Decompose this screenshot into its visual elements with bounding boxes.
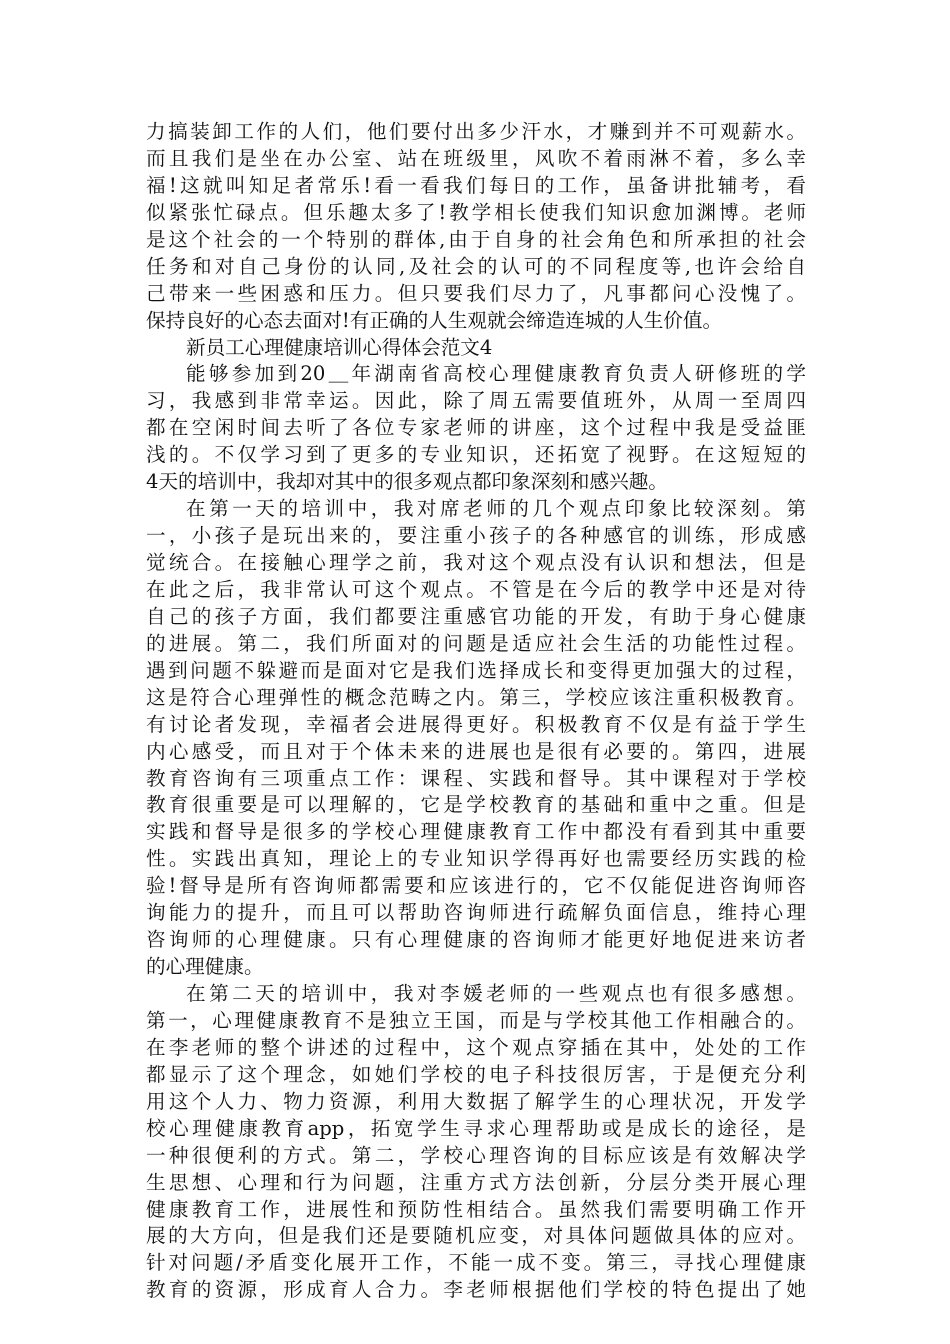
text-line: 在此之后，我非常认可这个观点。不管是在今后的教学中还是对待 bbox=[146, 577, 806, 601]
text-line: 用这个人力、物力资源，利用大数据了解学生的心理状况，开发学 bbox=[146, 1089, 806, 1113]
text-line: 教育的资源，形成育人合力。李老师根据他们学校的特色提出了她 bbox=[146, 1278, 806, 1302]
text-line: 浅的。不仅学习到了更多的专业知识，还拓宽了视野。在这短短的 bbox=[146, 443, 806, 467]
text-line: 实践和督导是很多的学校心理健康教育工作中都没有看到其中重要 bbox=[146, 820, 806, 844]
text-line: 新员工心理健康培训心得体会范文4 bbox=[186, 335, 493, 359]
text-line: 福!这就叫知足者常乐!看一看我们每日的工作，虽备讲批辅考，看 bbox=[146, 173, 806, 197]
text-line: 健康教育工作，进展性和预防性相结合。虽然我们需要明确工作开 bbox=[146, 1197, 806, 1221]
document-page bbox=[146, 119, 806, 1304]
text-line: 内心感受，而且对于个体未来的进展也是很有必要的。第四，进展 bbox=[146, 739, 806, 763]
text-line: 在李老师的整个讲述的过程中，这个观点穿插在其中，处处的工作 bbox=[146, 1035, 806, 1059]
text-line: 遇到问题不躲避而是面对它是我们选择成长和变得更加强大的过程， bbox=[146, 658, 806, 682]
text-line: 己带来一些困惑和压力。但只要我们尽力了，凡事都问心没愧了。 bbox=[146, 281, 806, 305]
text-line: 询能力的提升，而且可以帮助咨询师进行疏解负面信息，维持心理 bbox=[146, 901, 806, 925]
text-line: 似紧张忙碌点。但乐趣太多了!教学相长使我们知识愈加渊博。老师 bbox=[146, 200, 806, 224]
text-line: 验!督导是所有咨询师都需要和应该进行的，它不仅能促进咨询师咨 bbox=[146, 874, 806, 898]
text-line: 的进展。第二，我们所面对的问题是适应社会生活的功能性过程。 bbox=[146, 631, 806, 655]
text-line: 的心理健康。 bbox=[146, 955, 264, 979]
text-line: 有讨论者发现，幸福者会进展得更好。积极教育不仅是有益于学生 bbox=[146, 712, 806, 736]
text-line: 4天的培训中，我却对其中的很多观点都印象深刻和感兴趣。 bbox=[146, 470, 668, 494]
text-line: 能够参加到20＿年湖南省高校心理健康教育负责人研修班的学 bbox=[186, 362, 806, 386]
text-line: 觉统合。在接触心理学之前，我对这个观点没有认识和想法，但是 bbox=[146, 551, 806, 574]
text-line: 咨询师的心理健康。只有心理健康的咨询师才能更好地促进来访者 bbox=[146, 928, 806, 952]
text-line: 针对问题/矛盾变化展开工作，不能一成不变。第三，寻找心理健康 bbox=[146, 1251, 806, 1275]
text-line: 保持良好的心态去面对!有正确的人生观就会缔造连城的人生价值。 bbox=[146, 308, 723, 332]
text-line: 性。实践出真知，理论上的专业知识学得再好也需要经历实践的检 bbox=[146, 847, 806, 871]
text-line: 一种很便利的方式。第二，学校心理咨询的目标应该是有效解决学 bbox=[146, 1143, 806, 1167]
text-line: 这是符合心理弹性的概念范畴之内。第三，学校应该注重积极教育。 bbox=[146, 685, 806, 709]
text-line: 第一，心理健康教育不是独立王国，而是与学校其他工作相融合的。 bbox=[146, 1008, 806, 1032]
text-line: 展的大方向，但是我们还是要随机应变，对具体问题做具体的应对。 bbox=[146, 1224, 806, 1248]
text-line: 在第一天的培训中，我对席老师的几个观点印象比较深刻。第 bbox=[186, 497, 806, 521]
text-line: 一，小孩子是玩出来的，要注重小孩子的各种感官的训练，形成感 bbox=[146, 524, 806, 548]
text-line: 教育咨询有三项重点工作：课程、实践和督导。其中课程对于学校 bbox=[146, 766, 806, 790]
text-line: 都显示了这个理念，如她们学校的电子科技很厉害，于是便充分利 bbox=[146, 1062, 806, 1086]
text-line: 习，我感到非常幸运。因此，除了周五需要值班外，从周一至周四 bbox=[146, 389, 806, 413]
text-line: 是这个社会的一个特别的群体,由于自身的社会角色和所承担的社会 bbox=[146, 227, 806, 251]
text-line: 校心理健康教育app，拓宽学生寻求心理帮助或是成长的途径，是 bbox=[146, 1116, 806, 1140]
text-line: 力搞装卸工作的人们，他们要付出多少汗水，才赚到并不可观薪水。 bbox=[146, 120, 806, 143]
text-line: 在第二天的培训中，我对李媛老师的一些观点也有很多感想。 bbox=[186, 982, 806, 1005]
text-line: 自己的孩子方面，我们都要注重感官功能的开发，有助于身心健康 bbox=[146, 604, 806, 628]
text-line: 任务和对自己身份的认同,及社会的认可的不同程度等,也许会给自 bbox=[146, 254, 806, 278]
text-line: 都在空闲时间去听了各位专家老师的讲座，这个过程中我是受益匪 bbox=[146, 416, 806, 440]
text-line: 而且我们是坐在办公室、站在班级里，风吹不着雨淋不着，多么幸 bbox=[146, 146, 806, 170]
text-line: 生思想、心理和行为问题，注重方式方法创新，分层分类开展心理 bbox=[146, 1170, 806, 1194]
text-line: 教育很重要是可以理解的，它是学校教育的基础和重中之重。但是 bbox=[146, 793, 806, 817]
